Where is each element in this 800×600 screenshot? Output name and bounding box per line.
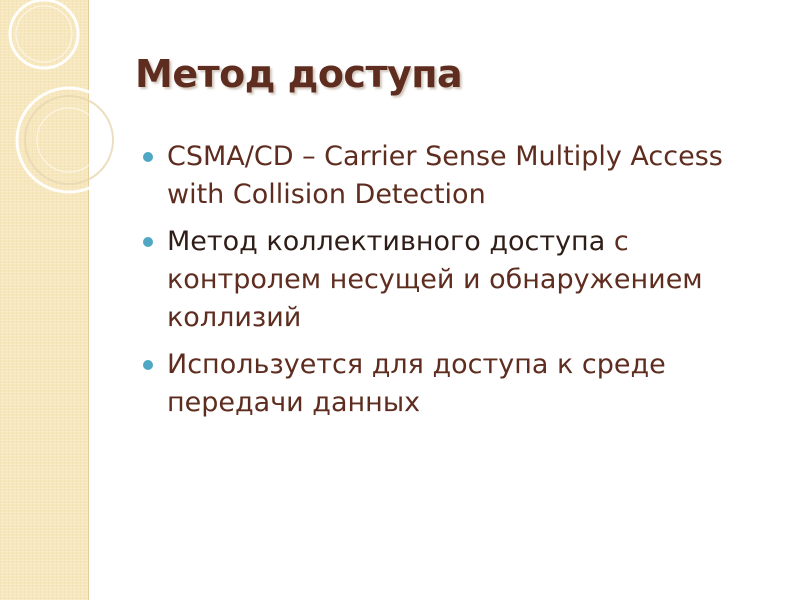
bullet-text-emphasis: Метод коллективного доступа — [167, 226, 606, 257]
slide-title: Метод доступа — [135, 52, 463, 96]
bullet-dot-icon — [143, 360, 153, 370]
bullet-item-method — [143, 223, 763, 337]
bullet-text: с контролем несущей и обнаружением коллизий — [167, 226, 703, 333]
side-panel — [0, 0, 89, 600]
bullet-list — [143, 138, 763, 431]
bullet-text: Используется для доступа к среде передачи данных — [167, 349, 666, 418]
bullet-dot-icon — [143, 237, 153, 247]
bullet-item-usage — [143, 346, 763, 422]
bullet-item-csma-cd — [143, 138, 763, 214]
bullet-text: CSMA/CD – Carrier Sense Multiply Access with Collision Detection — [167, 141, 723, 210]
bullet-dot-icon — [143, 152, 153, 162]
